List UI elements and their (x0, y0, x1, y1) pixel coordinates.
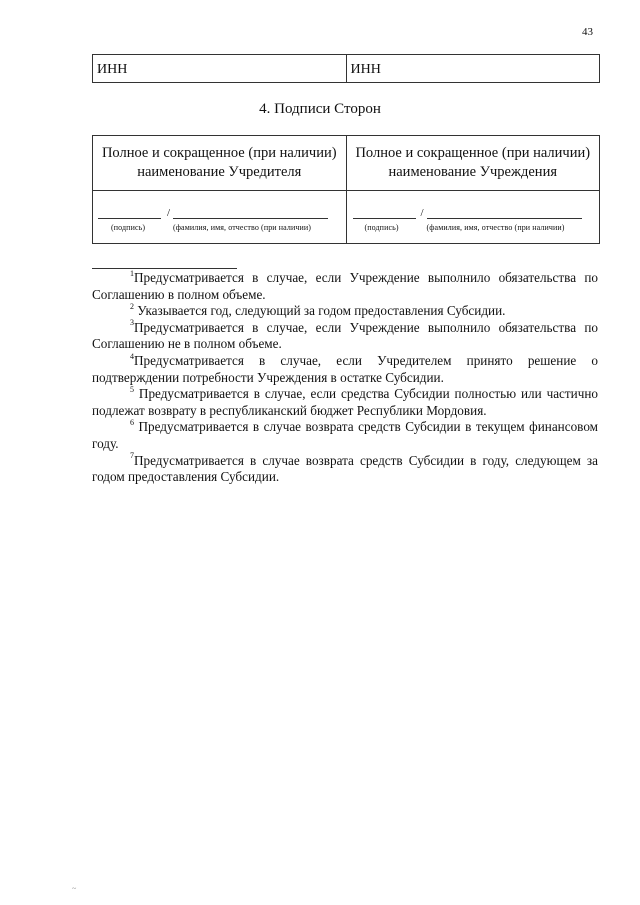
institution-name-caption: (фамилия, имя, отчество (при наличии) (426, 223, 565, 232)
footnote-text: Предусматривается в случае, если средства Субсидии полностью или частично подлежат возврату в республиканский бюджет Республики Мордовия. (92, 386, 599, 418)
founder-header: Полное и сокращенное (при наличии) наименование Учредителя (93, 136, 347, 191)
footnote (92, 353, 598, 386)
footnote (92, 270, 598, 303)
institution-signature-cell (346, 191, 600, 244)
founder-name-line (173, 218, 328, 219)
inn-table (92, 54, 600, 83)
founder-signature-line (98, 218, 161, 219)
footnote-number: 1 (130, 268, 134, 278)
signature-table (92, 135, 600, 244)
footnote-separator (92, 268, 237, 269)
institution-signature-caption: (подпись) (364, 223, 399, 232)
founder-signature-caption: (подпись) (111, 223, 146, 232)
footnote-number: 3 (130, 318, 134, 328)
footnote-number: 2 (130, 301, 134, 311)
footnote-number: 4 (130, 351, 134, 361)
footnote-number: 6 (130, 417, 134, 427)
institution-header: Полное и сокращенное (при наличии) наименование Учреждения (346, 136, 600, 191)
institution-inn-cell: ИНН (346, 55, 600, 83)
section-title: 4. Подписи Сторон (259, 101, 381, 117)
footnotes (92, 270, 598, 486)
footnote-text: Указывается год, следующий за годом предоставления Субсидии. (137, 303, 506, 319)
footnote (92, 453, 598, 486)
institution-signature-line (353, 218, 416, 219)
footnote (92, 303, 598, 320)
footnote-number: 7 (130, 451, 134, 461)
footnote-text: Предусматривается в случае, если Учреждение выполнило обязательства по Соглашению в полном объеме. (92, 270, 598, 302)
footnote-text: Предусматривается в случае, если Учреждение выполнило обязательства по Соглашению не в полном объеме. (92, 319, 598, 352)
footnote (92, 419, 598, 452)
footnote (92, 386, 598, 419)
scan-mark: ~ (72, 884, 77, 893)
footnote-text: Предусматривается в случае возврата средств Субсидии в текущем финансовом году. (92, 419, 599, 451)
founder-name-caption: (фамилия, имя, отчество (при наличии) (173, 223, 312, 232)
footnote-text: Предусматривается в случае возврата средств Субсидии в году, следующем за годом предоставления Субсидии. (92, 452, 598, 485)
footnote (92, 320, 598, 353)
page-number: 43 (582, 26, 593, 38)
founder-signature-cell (93, 191, 347, 244)
footnote-number: 5 (130, 384, 134, 394)
founder-slash: / (167, 207, 171, 219)
institution-name-line (427, 218, 582, 219)
institution-slash: / (420, 207, 424, 219)
founder-inn-cell: ИНН (93, 55, 347, 83)
footnote-text: Предусматривается в случае, если Учредителем принято решение о подтверждении потребности Учреждения в остатке Субсидии. (92, 352, 598, 385)
